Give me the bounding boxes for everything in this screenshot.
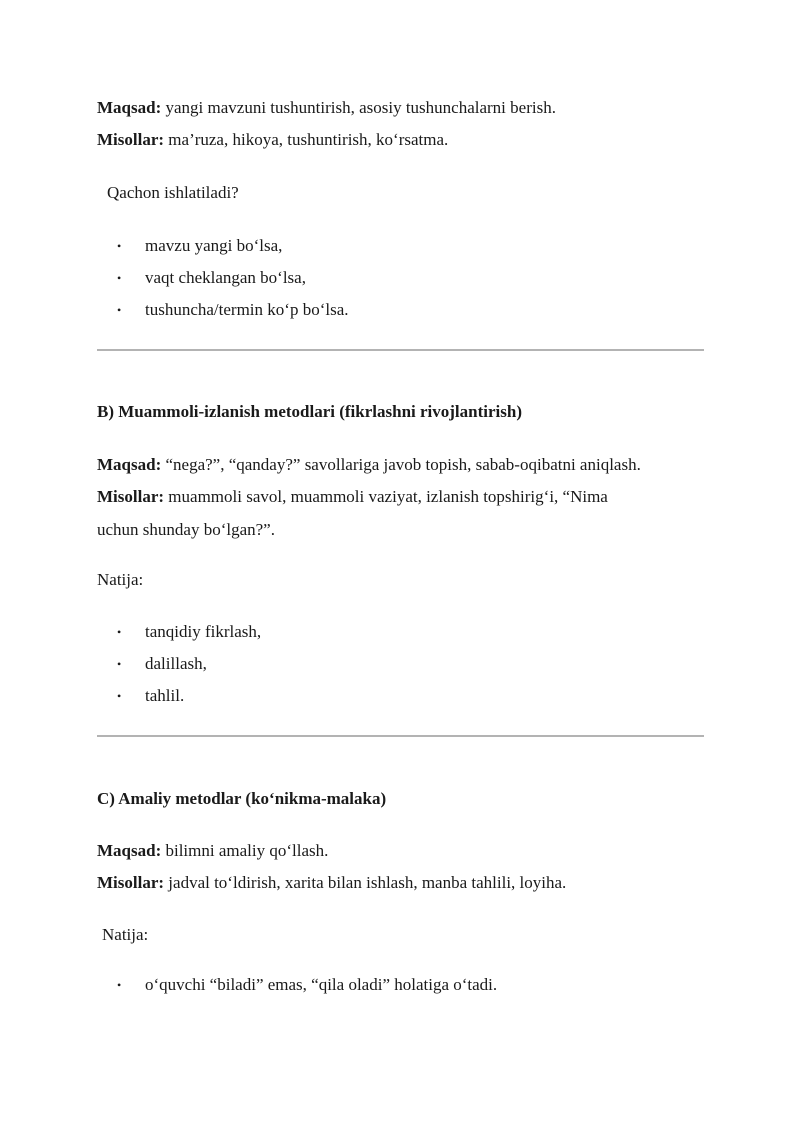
list-item bbox=[117, 974, 497, 996]
section-c-examples bbox=[97, 872, 566, 894]
section-a-goal bbox=[97, 97, 556, 119]
goal-label: Maqsad: bbox=[97, 455, 162, 474]
bullet-icon: • bbox=[117, 625, 122, 639]
list-item bbox=[117, 653, 207, 675]
section-heading: B) Muammoli-izlanish metodlari (fikrlashni rivojlantirish) bbox=[97, 402, 522, 421]
section-b-result-label: Natija: bbox=[97, 570, 144, 589]
goal-text: yangi mavzuni tushuntirish, asosiy tushunchalarni berish. bbox=[161, 98, 556, 117]
examples-text: muammoli savol, muammoli vaziyat, izlanish topshirig‘i, “Nima bbox=[164, 487, 608, 506]
bullet-icon: • bbox=[117, 978, 122, 992]
bullet-icon: • bbox=[117, 271, 122, 285]
list-item-text: tanqidiy fikrlash, bbox=[145, 622, 262, 641]
bullet-icon: • bbox=[117, 239, 122, 253]
goal-text: “nega?”, “qanday?” savollariga javob topish, sabab-oqibatni aniqlash. bbox=[161, 455, 641, 474]
section-b-examples-continued: uchun shunday bo‘lgan?”. bbox=[97, 520, 275, 539]
examples-text: ma’ruza, hikoya, tushuntirish, ko‘rsatma. bbox=[164, 130, 449, 149]
section-b-examples bbox=[97, 486, 608, 508]
section-c-result-label: Natija: bbox=[102, 925, 149, 944]
bullet-icon: • bbox=[117, 689, 122, 703]
bullet-icon: • bbox=[117, 303, 122, 317]
list-item bbox=[117, 621, 261, 643]
list-item bbox=[117, 235, 282, 257]
goal-label: Maqsad: bbox=[97, 98, 162, 117]
examples-label: Misollar: bbox=[97, 130, 165, 149]
horizontal-divider bbox=[97, 735, 704, 737]
list-item-text: tushuncha/termin ko‘p bo‘lsa. bbox=[145, 300, 349, 319]
examples-label: Misollar: bbox=[97, 487, 165, 506]
list-item-text: vaqt cheklangan bo‘lsa, bbox=[145, 268, 306, 287]
list-item-text: dalillash, bbox=[145, 654, 207, 673]
goal-label: Maqsad: bbox=[97, 841, 162, 860]
section-c-heading bbox=[97, 788, 386, 810]
section-b-goal bbox=[97, 454, 641, 476]
goal-text: bilimni amaliy qo‘llash. bbox=[161, 841, 329, 860]
list-item bbox=[117, 685, 184, 707]
horizontal-divider bbox=[97, 349, 704, 351]
examples-text: jadval to‘ldirish, xarita bilan ishlash, manba tahlili, loyiha. bbox=[164, 873, 567, 892]
section-a-question: Qachon ishlatiladi? bbox=[107, 183, 239, 202]
section-c-goal bbox=[97, 840, 328, 862]
list-item-text: mavzu yangi bo‘lsa, bbox=[145, 236, 283, 255]
bullet-icon: • bbox=[117, 657, 122, 671]
list-item bbox=[117, 267, 306, 289]
section-a-examples bbox=[97, 129, 448, 151]
section-heading: C) Amaliy metodlar (ko‘nikma-malaka) bbox=[97, 789, 387, 808]
section-b-heading bbox=[97, 401, 522, 423]
examples-label: Misollar: bbox=[97, 873, 165, 892]
list-item-text: o‘quvchi “biladi” emas, “qila oladi” holatiga o‘tadi. bbox=[145, 975, 498, 994]
list-item bbox=[117, 299, 349, 321]
list-item-text: tahlil. bbox=[145, 686, 185, 705]
